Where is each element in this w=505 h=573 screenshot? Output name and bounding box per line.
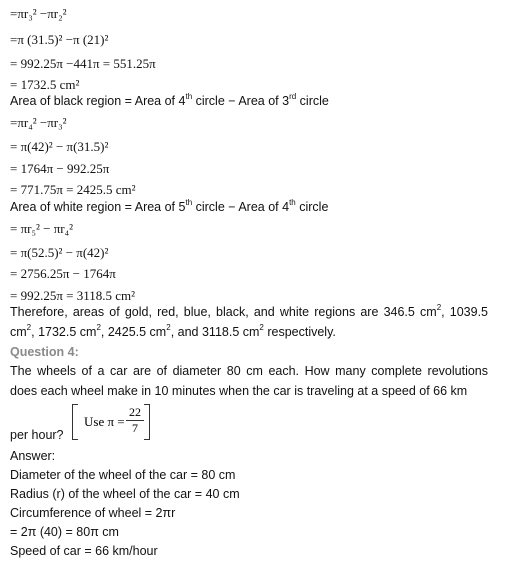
pi-hint-box xyxy=(72,404,150,440)
math-line: = 2756.25π − 1764π xyxy=(10,266,116,281)
answer-line: Circumference of wheel = 2πr xyxy=(10,506,176,520)
fraction-numerator: 22 xyxy=(126,405,144,421)
math-line: =πr₄² −πr₃² xyxy=(10,115,67,130)
math-line: = πr₅² − πr₄² xyxy=(10,221,74,236)
math-line: =πr₃² −πr₂² xyxy=(10,6,67,21)
black-region-heading: Area of black region = Area of 4th circle − Area of 3rd circle xyxy=(10,92,329,108)
math-line: = 1764π − 992.25π xyxy=(10,161,110,176)
white-region-heading: Area of white region = Area of 5th circle − Area of 4th circle xyxy=(10,198,329,214)
math-line: = 1732.5 cm² xyxy=(10,77,80,92)
answer-line: Speed of car = 66 km/hour xyxy=(10,544,158,558)
math-line: = π(42)² − π(31.5)² xyxy=(10,139,109,154)
question-tail: per hour? xyxy=(10,428,64,442)
math-line: = π(52.5)² − π(42)² xyxy=(10,245,109,260)
fraction-denominator: 7 xyxy=(132,421,138,435)
answer-label: Answer: xyxy=(10,449,56,463)
question-text: The wheels of a car are of diameter 80 cm each. How many complete revolutions does each wheel make in 10 minutes when the car is traveling at a speed of 66 km xyxy=(10,364,488,398)
answer-line: Diameter of the wheel of the car = 80 cm xyxy=(10,468,236,482)
answer-line: Radius (r) of the wheel of the car = 40 cm xyxy=(10,487,240,501)
conclusion-paragraph: Therefore, areas of gold, red, blue, black, and white regions are 346.5 $cm^2$, 1039.5 $cm^2$, 1732.5 $cm^2$, 2425.5 $cm^2$, and 3118.5 $cm^2$ respectively. xyxy=(10,303,489,339)
answer-line: = 2π (40) = 80π cm xyxy=(10,525,119,539)
math-line: = 992.25π −441π = 551.25π xyxy=(10,56,156,71)
question-heading: Question 4: xyxy=(10,345,79,359)
bracket-left xyxy=(72,404,78,440)
math-line: =π (31.5)² −π (21)² xyxy=(10,32,109,47)
pi-fraction xyxy=(126,405,144,436)
math-line: = 771.75π = 2425.5 cm² xyxy=(10,182,136,197)
bracket-right xyxy=(144,404,150,440)
hint-use-label: Use π = xyxy=(84,414,125,429)
math-line: = 992.25π = 3118.5 cm² xyxy=(10,288,136,303)
